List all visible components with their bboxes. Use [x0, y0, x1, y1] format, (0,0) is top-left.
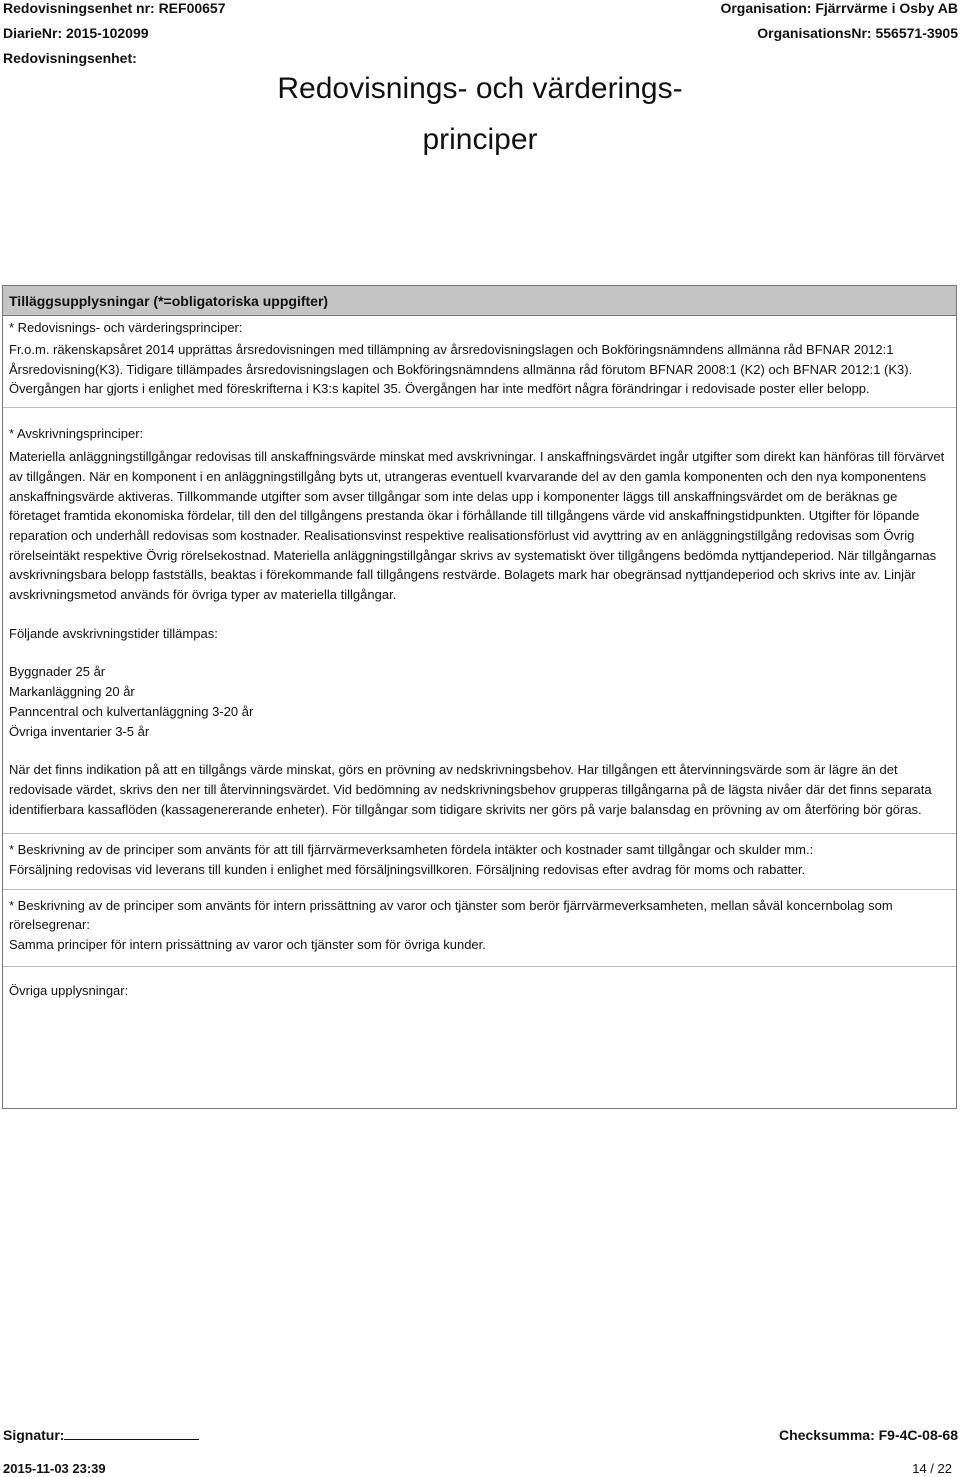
depreciation-period-item: Byggnader 25 år	[9, 664, 106, 680]
checksum: Checksumma: F9-4C-08-68	[779, 1427, 958, 1443]
pricing-row	[3, 890, 956, 967]
depreciation-periods-intro: Följande avskrivningstider tillämpas:	[9, 625, 218, 641]
section-heading: Tilläggsupplysningar (*=obligatoriska uppgifter)	[3, 286, 956, 316]
allocation-row	[3, 834, 956, 889]
page-title-line2: principer	[422, 123, 538, 156]
depreciation-label: * Avskrivningsprinciper:	[9, 426, 144, 442]
timestamp: 2015-11-03 23:39	[3, 1461, 106, 1476]
allocation-label: * Beskrivning av de principer som använts för att till fjärrvärmeverksamheten fördela intäkter och kostnader samt tillgångar och skulder mm.:	[9, 842, 814, 858]
signature-field	[3, 1427, 199, 1443]
pricing-text: Samma principer för intern prissättning av varor och tjänster som för övriga kunder.	[9, 937, 486, 953]
depreciation-period-item: Panncentral och kulvertanläggning 3-20 år	[9, 703, 254, 719]
depreciation-row	[3, 408, 956, 834]
page-title-line1: Redovisnings- och värderings-	[277, 72, 683, 105]
signature-line	[64, 1427, 199, 1440]
depreciation-text: Materiella anläggningstillgångar redovisas till anskaffningsvärde minskat med avskrivningar. I anskaffningsvärdet ingår utgifter som direkt kan hänföras till förvärvet av tillgången. När en komponent i en anläggningstillgång byts ut, utrangeras eventuell kvarvarande del av den gamla komponenten och den nya komponentens anskaffningsvärde aktiveras. Tillkommande utgifter som avser tillgångar som inte delas upp i komponenter läggs till anskaffningsvärdet om de beräknas ge företaget framtida ekonomiska fördelar, till den del tillgångens prestanda ökar i förhållande till tillgångens värde vid anskaffningstidpunkten. Utgifter för löpande reparation och underhåll redovisas som kostnader. Realisationsvinst respektive realisationsförlust vid avyttring av en anläggningstillgång redovisas som Övrig rörelseintäkt respektive Övrig rörelsekostnad. Materiella anläggningstillgångar skrivs av systematiskt över tillgångens bedömda nyttjandeperiod. När tillgångarnas avskrivningsbara belopp fastställs, beaktas i förekommande fall tillgångens restvärde. Bolagets mark har obegränsad nyttjandeperiod och skrivs inte av. Linjär avskrivningsmetod används för övriga typer av materiella tillgångar.	[9, 449, 945, 603]
organisation-name: Organisation: Fjärrvärme i Osby AB	[720, 0, 958, 16]
principles-row	[3, 316, 956, 408]
supplementary-info-panel	[2, 285, 957, 1109]
other-info-label: Övriga upplysningar:	[9, 982, 129, 998]
unit-number: Redovisningsenhet nr: REF00657	[3, 0, 226, 16]
organisation-number: OrganisationsNr: 556571-3905	[757, 25, 958, 41]
signature-label: Signatur:	[3, 1427, 65, 1443]
page-number: 14 / 22	[912, 1461, 952, 1476]
depreciation-period-item: Övriga inventarier 3-5 år	[9, 723, 150, 739]
pricing-label: * Beskrivning av de principer som använts för intern prissättning av varor och tjänster som berör fjärrvärmeverksamheten, mellan såväl koncernbolag som rörelsegrenar:	[9, 897, 893, 933]
other-info-row	[3, 967, 956, 1001]
principles-text: Fr.o.m. räkenskapsåret 2014 upprättas årsredovisningen med tillämpning av årsredovisningslagen och Bokföringsnämndens allmänna råd BFNAR 2012:1 Årsredovisning(K3). Tidigare tillämpades årsredovisningslagen och Bokföringsnämndens allmänna råd förutom BFNAR 2008:1 (K2) och BFNAR 2012:1 (K3). Övergången har gjorts i enlighet med föreskrifterna i K3:s kapitel 35. Övergången har inte medfört några förändringar i redovisade poster eller belopp.	[9, 342, 913, 397]
unit-label: Redovisningsenhet:	[3, 50, 137, 66]
principles-label: * Redovisnings- och värderingsprinciper:	[9, 320, 243, 335]
allocation-text: Försäljning redovisas vid leverans till kunden i enlighet med försäljningsvillkoren. Försäljning redovisas efter avdrag för moms och rabatter.	[9, 862, 806, 878]
depreciation-period-item: Markanläggning 20 år	[9, 684, 135, 700]
impairment-text: När det finns indikation på att en tillgångs värde minskat, görs en prövning av nedskrivningsbehov. Har tillgången ett återvinningsvärde som är lägre än det redovisade värdet, skrivs den ner till återvinningsvärdet. Vid bedömning av nedskrivningsbehov grupperas tillgångarna på de lägsta nivåer där det finns separata identifierbara kassaflöden (kassagenererande enheter). För tillgångar som tidigare skrivits ner görs på varje balansdag en prövning av om återföring bör göras.	[9, 762, 932, 817]
diarie-number: DiarieNr: 2015-102099	[3, 25, 149, 41]
